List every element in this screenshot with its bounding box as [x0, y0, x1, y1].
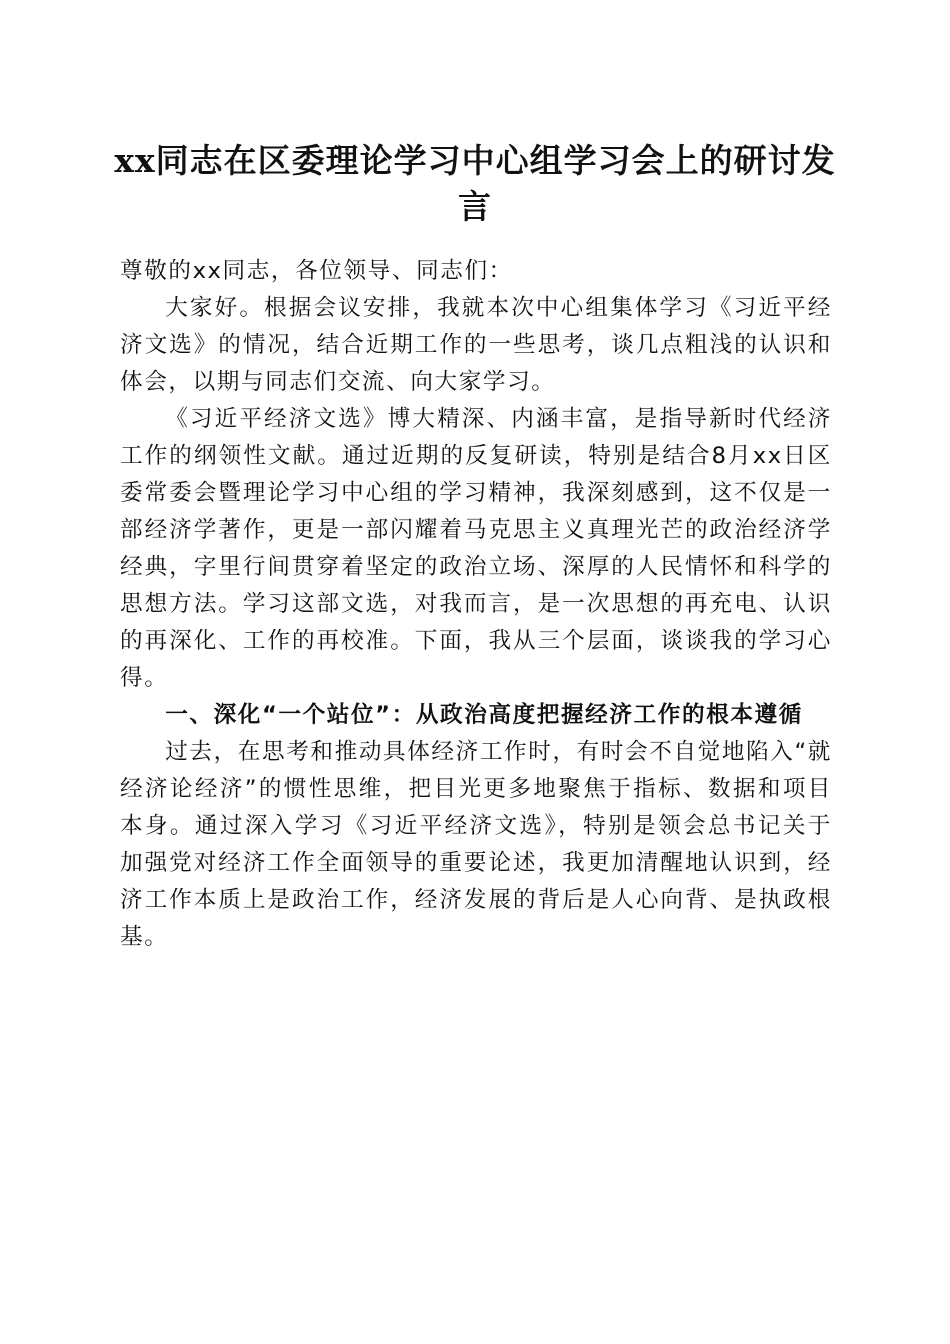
- paragraph-intro: 《习近平经济文选》博大精深、内涵丰富，是指导新时代经济工作的纲领性文献。通过近期的反复研读，特别是结合8月xx日区委常委会暨理论学习中心组的学习精神，我深刻感到，这不仅是一部经济学著作，更是一部闪耀着马克思主义真理光芒的政治经济学经典，字里行间贯穿着坚定的政治立场、深厚的人民情怀和科学的思想方法。学习这部文选，对我而言，是一次思想的再充电、认识的再深化、工作的再校准。下面，我从三个层面，谈谈我的学习心得。: [120, 406, 832, 691]
- document-body: [120, 253, 832, 956]
- paragraph-section-1: 过去，在思考和推动具体经济工作时，有时会不自觉地陷入“就经济论经济”的惯性思维，把目光更多地聚焦于指标、数据和项目本身。通过深入学习《习近平经济文选》，特别是领会总书记关于加强党对经济工作全面领导的重要论述，我更加清醒地认识到，经济工作本质上是政治工作，经济发展的背后是人心向背、是执政根基。: [120, 739, 832, 950]
- salutation: 尊敬的xx同志，各位领导、同志们：: [120, 258, 513, 284]
- document-title: xx同志在区委理论学习中心组学习会上的研讨发言: [114, 141, 836, 226]
- paragraph-opening: 大家好。根据会议安排，我就本次中心组集体学习《习近平经济文选》的情况，结合近期工作的一些思考，谈几点粗浅的认识和体会，以期与同志们交流、向大家学习。: [120, 295, 832, 395]
- section-heading: 一、深化“一个站位”：从政治高度把握经济工作的根本遵循: [165, 702, 803, 728]
